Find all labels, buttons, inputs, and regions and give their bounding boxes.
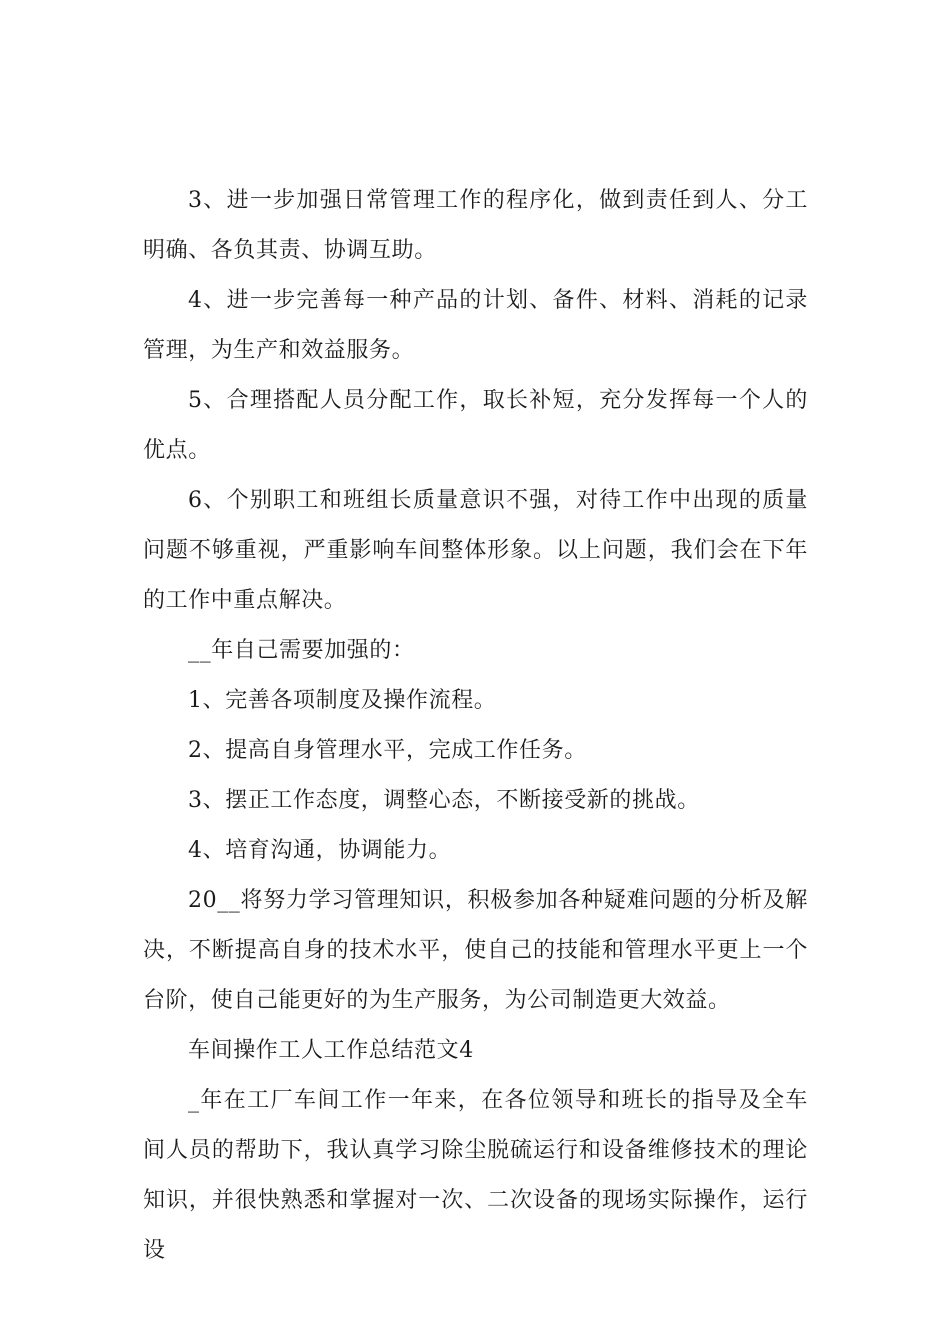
section-title: 车间操作工人工作总结范文4 <box>188 1038 474 1063</box>
section-heading-improvements: __年自己需要加强的： <box>188 638 415 663</box>
paragraph-item-4: 4、进一步完善每一种产品的计划、备件、材料、消耗的记录管理，为生产和效益服务。 <box>143 288 808 363</box>
plan-paragraph: 20__将努力学习管理知识，积极参加各种疑难问题的分析及解决，不断提高自身的技术水平，使自己的技能和管理水平更上一个台阶，使自己能更好的为生产服务，为公司制造更大效益。 <box>143 888 808 1013</box>
paragraph-item-5: 5、合理搭配人员分配工作，取长补短，充分发挥每一个人的优点。 <box>143 388 808 463</box>
paragraph-item-3: 3、进一步加强日常管理工作的程序化，做到责任到人、分工明确、各负其责、协调互助。 <box>143 188 808 263</box>
paragraph-item-6: 6、个别职工和班组长质量意识不强，对待工作中出现的质量问题不够重视，严重影响车间整体形象。以上问题，我们会在下年的工作中重点解决。 <box>143 488 808 613</box>
improvement-item-1: 1、完善各项制度及操作流程。 <box>188 688 497 713</box>
improvement-item-3: 3、摆正工作态度，调整心态，不断接受新的挑战。 <box>188 788 700 813</box>
document-body <box>143 176 808 1276</box>
intro-paragraph: _年在工厂车间工作一年来，在各位领导和班长的指导及全车间人员的帮助下，我认真学习除尘脱硫运行和设备维修技术的理论知识，并很快熟悉和掌握对一次、二次设备的现场实际操作，运行设 <box>143 1088 808 1263</box>
improvement-item-4: 4、培育沟通，协调能力。 <box>188 838 452 863</box>
improvement-item-2: 2、提高自身管理水平，完成工作任务。 <box>188 738 587 763</box>
